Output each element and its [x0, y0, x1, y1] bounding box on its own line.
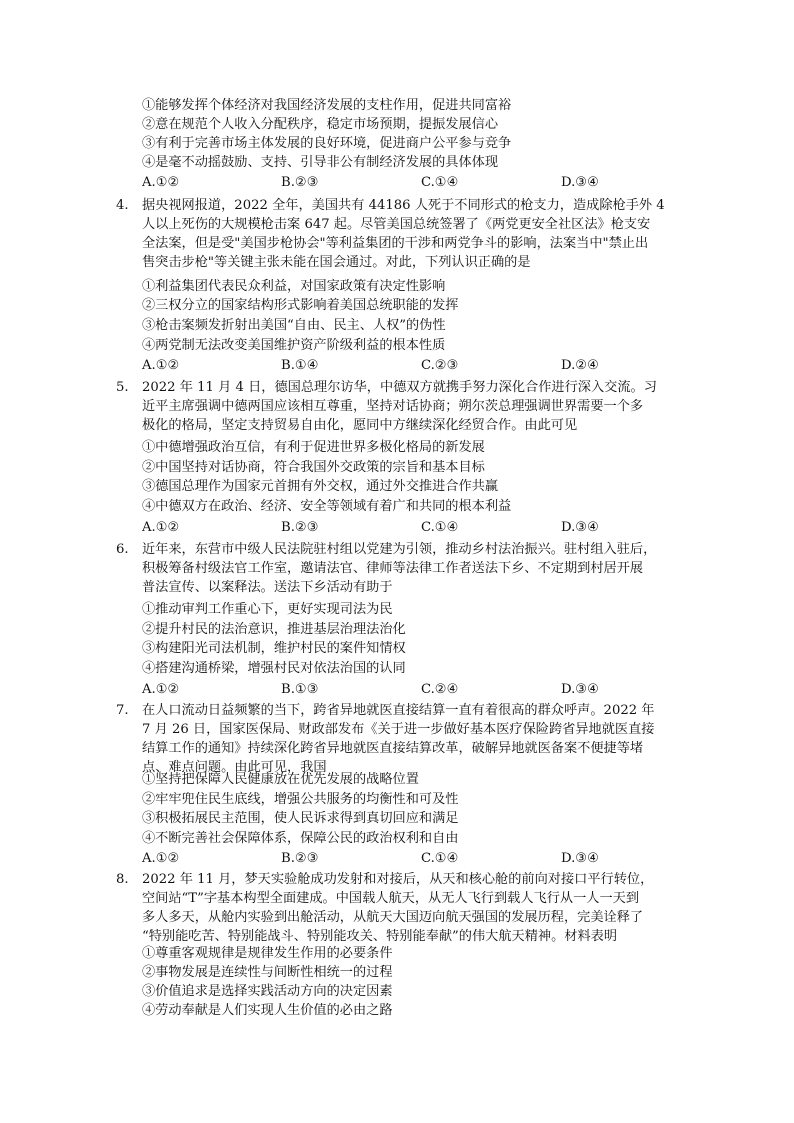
- q4-option-3: ③枪击案频发折射出美国“自由、民主、人权”的伪性: [142, 318, 446, 333]
- q7-choice-d: D.③④: [561, 851, 599, 866]
- q6-option-4: ④搭建沟通桥梁，增强村民对依法治国的认同: [142, 661, 406, 676]
- q8-option-3: ③价值追求是选择实践活动方向的决定因素: [142, 984, 393, 999]
- q7-option-2: ②牢牢兜住民生底线，增强公共服务的均衡性和可及性: [142, 792, 459, 807]
- q6-option-2: ②提升村民的法治意识，推进基层治理法治化: [142, 622, 406, 637]
- q8-stem-line-2: 空间站“T”字基本构型全面建成。中国载人航天，从无人飞行到载人飞行从一人一天到: [142, 891, 640, 906]
- q4-choices: [142, 356, 662, 375]
- q6-stem-line-3: 普法宣传、以案释法。送法下乡活动有助于: [142, 580, 393, 595]
- q4-choice-c: C.②③: [421, 358, 459, 373]
- q5-stem-line-3: 极化的格局，坚定支持贸易自由化，愿同中方继续深化经贸合作。由此可见: [142, 418, 578, 433]
- q6-choice-b: B.①③: [281, 682, 319, 697]
- q8-number: 8.: [116, 872, 129, 887]
- q7-option-4: ④不断完善社会保障体系，保障公民的政治权利和自由: [142, 831, 459, 846]
- q7-stem-line-1: 在人口流动日益频繁的当下，跨省异地就医直接结算一直有着很高的群众呼声。2022 年: [142, 703, 655, 718]
- q7-stem-line-3: 结算工作的通知》持续深化跨省异地就医直接结算改革，破解异地就医备案不便捷等堵: [142, 741, 644, 756]
- q6-choice-a: A.①②: [142, 682, 180, 697]
- q5-choice-a: A.①②: [142, 520, 180, 535]
- q5-choice-b: B.②③: [281, 520, 319, 535]
- q8-option-1: ①尊重客观规律是规律发生作用的必要条件: [142, 946, 393, 961]
- q7-stem-line-4: 点、难点问题。由此可见，我国: [142, 760, 327, 775]
- q5-stem: [142, 378, 678, 435]
- q3-choices: [142, 173, 662, 192]
- q5-option-3: ③德国总理作为国家元首拥有外交权，通过外交推进合作共赢: [142, 479, 499, 494]
- q7-stem-line-2: 7 月 26 日，国家医保局、财政部发布《关于进一步做好基本医疗保险跨省异地就医直接: [142, 722, 655, 737]
- q4-stem-line-2: 人以上死伤的大规模枪击案 647 起。尽管美国总统签署了《两党更安全社区法》枪支安: [142, 217, 651, 232]
- q7-choice-b: B.②③: [281, 851, 319, 866]
- q3-choice-a: A.①②: [142, 175, 180, 190]
- q5-choices: [142, 518, 662, 537]
- q4-stem-line-1: 据央视网报道，2022 全年，美国共有 44186 人死于不同形式的枪支力，造成除枪手外 4: [142, 198, 665, 213]
- q3-option-1: ①能够发挥个体经济对我国经济发展的支柱作用，促进共同富裕: [142, 98, 512, 113]
- q4-option-4: ④两党制无法改变美国维护资产阶级利益的根本性质: [142, 338, 446, 353]
- q5-option-2: ②中国坚持对话协商，符合我国外交政策的宗旨和基本目标: [142, 460, 485, 475]
- q5-choice-c: C.①④: [421, 520, 459, 535]
- q7-number: 7.: [116, 703, 129, 718]
- q4-option-2: ②三权分立的国家结构形式影响着美国总统职能的发挥: [142, 298, 459, 313]
- q5-number: 5.: [116, 380, 129, 395]
- q6-stem: [142, 540, 678, 597]
- q7-choice-a: A.①②: [142, 851, 180, 866]
- q8-option-4: ④劳动奉献是人们实现人生价值的必由之路: [142, 1003, 393, 1018]
- q6-option-3: ③构建阳光司法机制，维护村民的案件知情权: [142, 641, 406, 656]
- q8-stem-line-4: “特别能吃苦、特别能战斗、特别能攻关、特别能奉献”的伟大航天精神。材料表明: [142, 929, 618, 944]
- q3-choice-b: B.②③: [281, 175, 319, 190]
- q8-stem-line-1: 2022 年 11 月，梦天实验舱成功发射和对接后，从天和核心舱的前向对接口平行转位，: [142, 872, 654, 887]
- q4-stem-line-3: 全法案，但是受"美国步枪协会"等利益集团的干涉和两党争斗的影响，法案当中"禁止出: [142, 236, 649, 251]
- q8-stem-line-3: 多人多天，从舱内实验到出舱活动，从航天大国迈向航天强国的发展历程，完美诠释了: [142, 910, 644, 925]
- q3-option-4: ④是毫不动摇鼓励、支持、引导非公有制经济发展的具体体现: [142, 155, 499, 170]
- q4-stem: [142, 196, 678, 272]
- q4-option-1: ①利益集团代表民众利益，对国家政策有决定性影响: [142, 279, 446, 294]
- q3-choice-d: D.③④: [561, 175, 599, 190]
- q7-stem: [142, 701, 678, 777]
- q5-stem-line-2: 近平主席强调中德两国应该相互尊重，坚持对话协商；朔尔茨总理强调世界需要一个多: [142, 399, 644, 414]
- q7-option-1: ①坚持把保障人民健康放在优先发展的战略位置: [142, 772, 419, 787]
- q6-choices: [142, 680, 662, 699]
- q4-choice-d: D.②④: [561, 358, 599, 373]
- q8-stem: [142, 870, 678, 946]
- q5-stem-line-1: 2022 年 11 月 4 日，德国总理尔访华，中德双方就携手努力深化合作进行深入交流。习: [142, 380, 657, 395]
- q3-option-3: ③有利于完善市场主体发展的良好环境，促进商户公平参与竞争: [142, 136, 512, 151]
- q8-option-2: ②事物发展是连续性与间断性相统一的过程: [142, 965, 393, 980]
- q7-choices: [142, 849, 662, 868]
- q6-choice-d: D.③④: [561, 682, 599, 697]
- q4-choice-b: B.①④: [281, 358, 319, 373]
- q4-stem-line-4: 售突击步枪"等关键主张未能在国会通过。对此，下列认识正确的是: [142, 255, 531, 270]
- q6-choice-c: C.②④: [421, 682, 459, 697]
- q4-number: 4.: [116, 198, 129, 213]
- q6-number: 6.: [116, 542, 129, 557]
- q5-option-1: ①中德增强政治互信，有利于促进世界多极化格局的新发展: [142, 440, 485, 455]
- q5-choice-d: D.③④: [561, 520, 599, 535]
- q6-option-1: ①推动审判工作重心下，更好实现司法为民: [142, 602, 393, 617]
- q7-choice-c: C.①④: [421, 851, 459, 866]
- q4-choice-a: A.①②: [142, 358, 180, 373]
- q3-option-2: ②意在规范个人收入分配秩序，稳定市场预期，提振发展信心: [142, 117, 499, 132]
- q5-option-4: ④中德双方在政治、经济、安全等领域有着广和共同的根本利益: [142, 499, 512, 514]
- q6-stem-line-1: 近年来，东营市中级人民法院驻村组以党建为引领，推动乡村法治振兴。驻村组入驻后，: [142, 542, 657, 557]
- q6-stem-line-2: 积极筹备村级法官工作室，邀请法官、律师等法律工作者送法下乡、不定期到村居开展: [142, 561, 644, 576]
- q3-choice-c: C.①④: [421, 175, 459, 190]
- q7-option-3: ③积极拓展民主范围，使人民诉求得到真切回应和满足: [142, 811, 459, 826]
